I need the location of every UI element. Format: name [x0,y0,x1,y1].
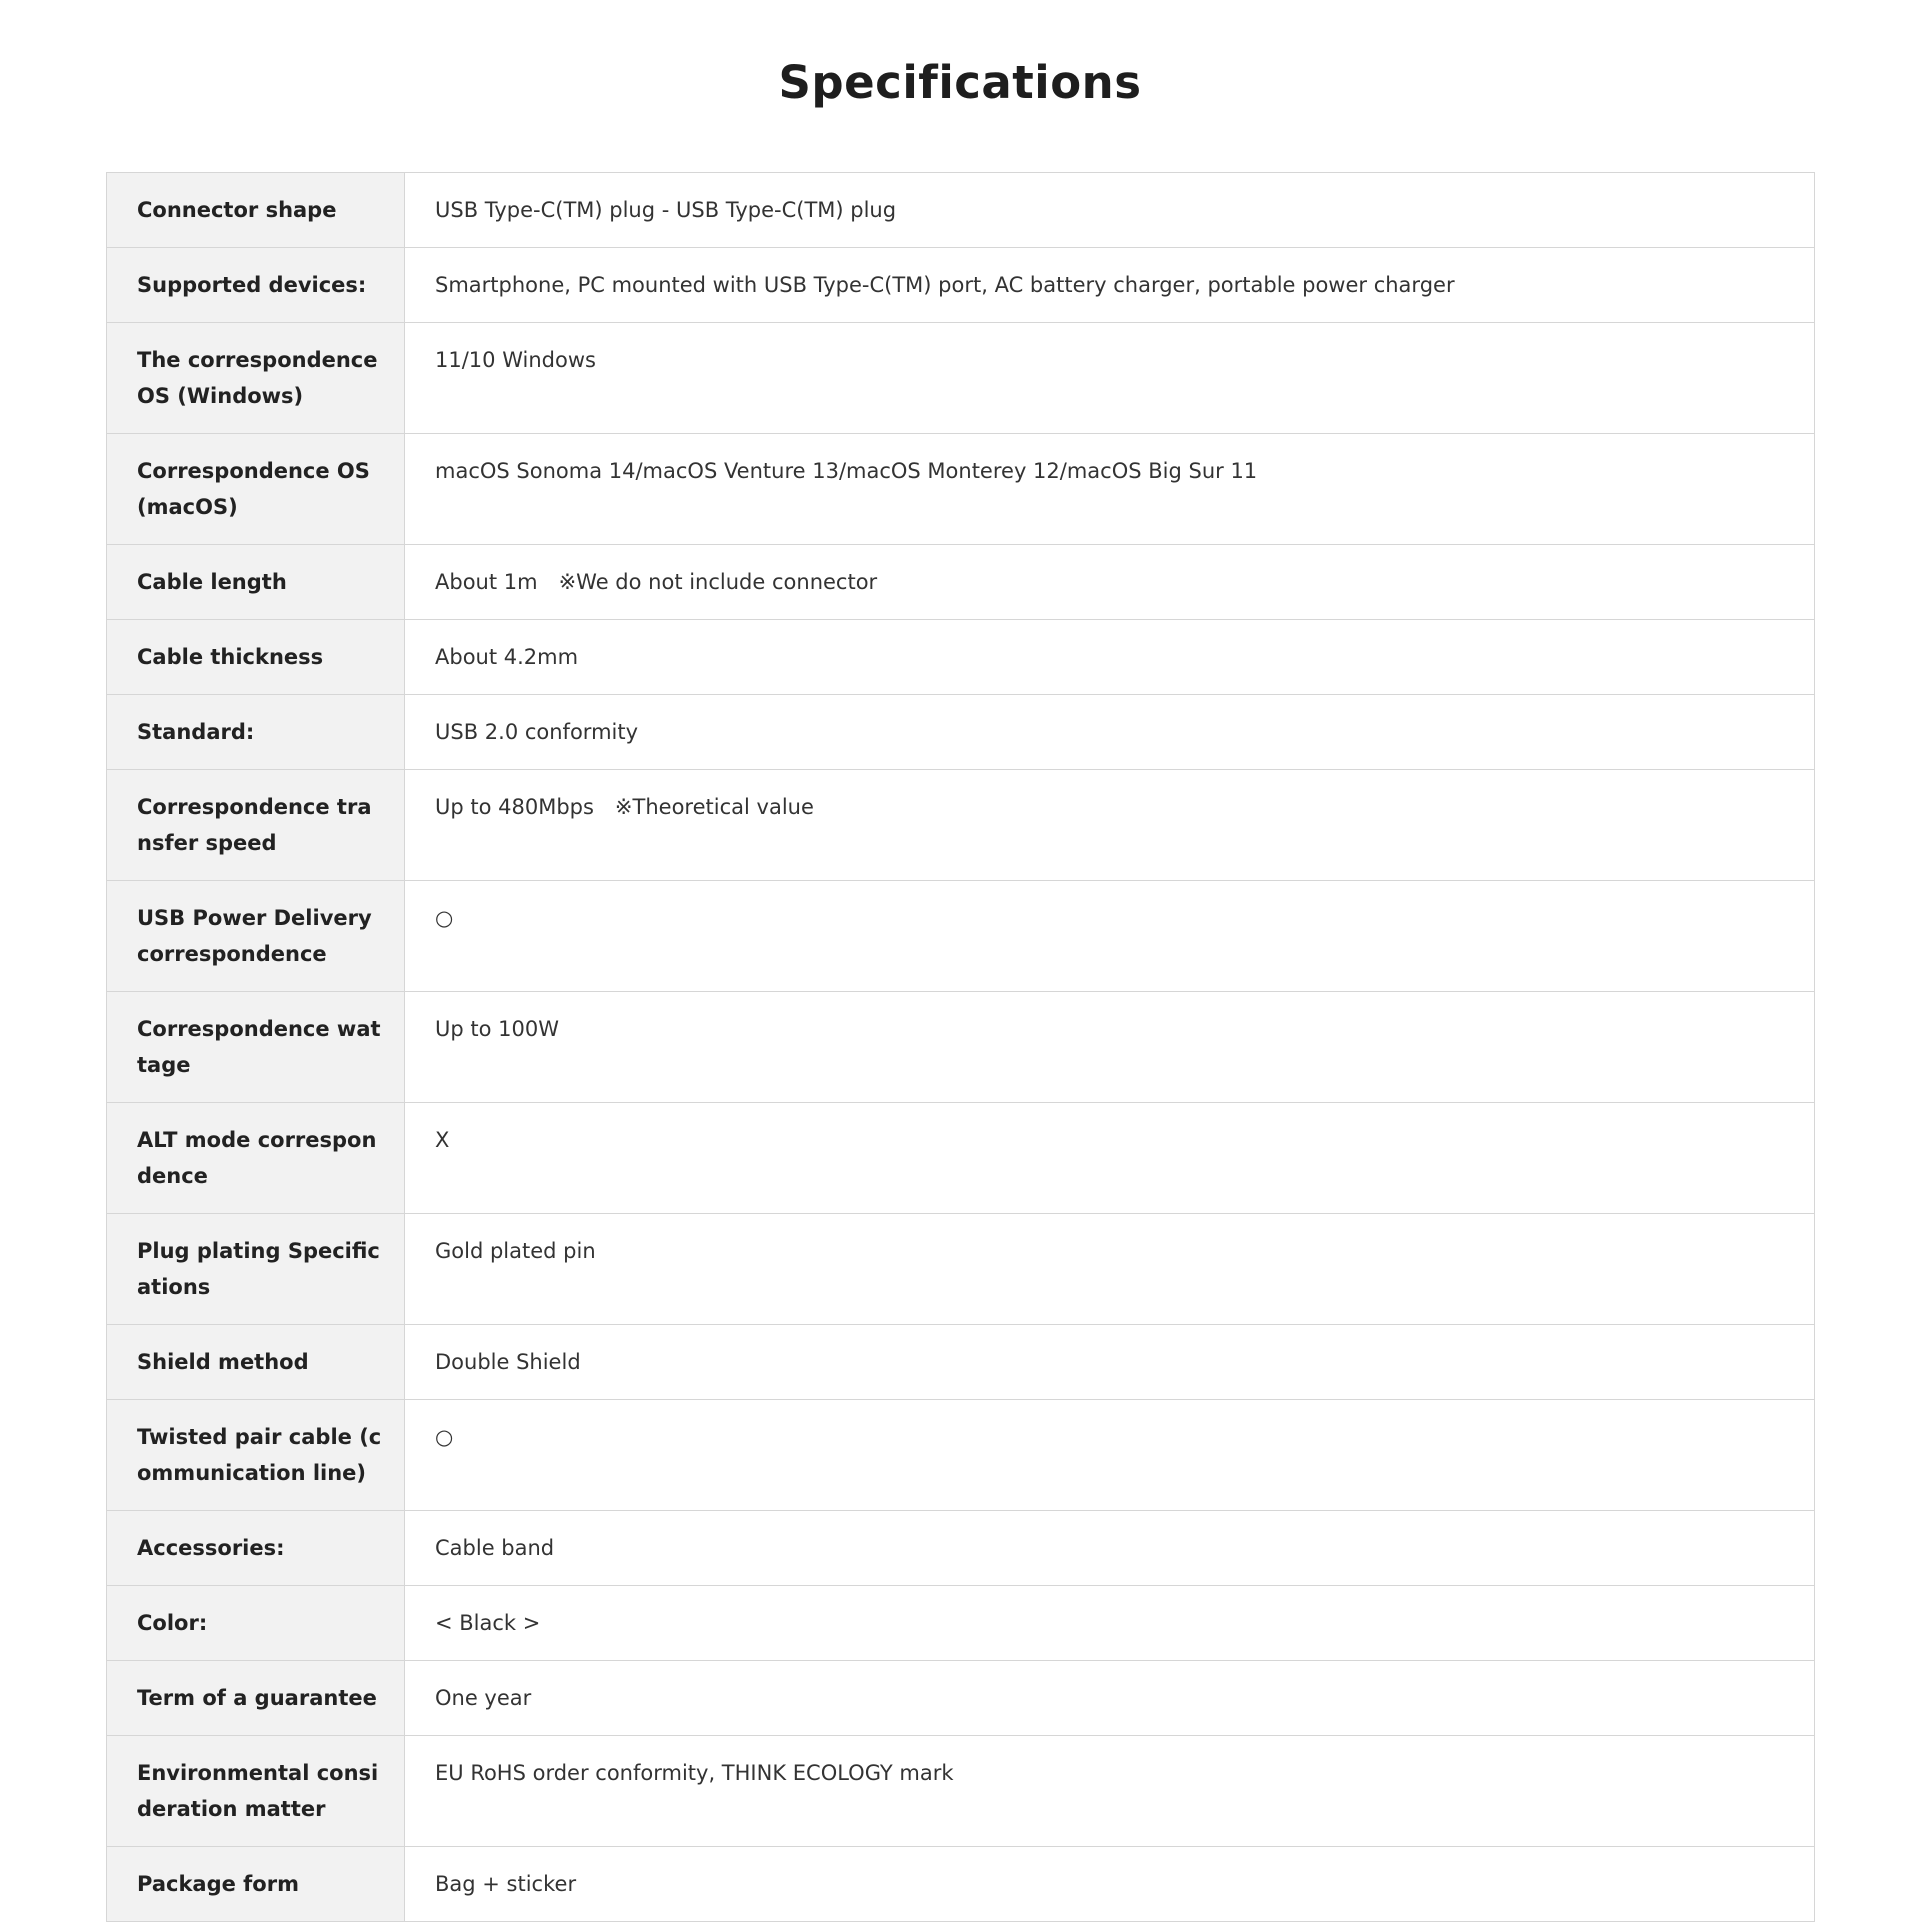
spec-label: Environmental consideration matter [107,1736,405,1847]
spec-label: Correspondence OS(macOS) [107,434,405,545]
spec-value: Gold plated pin [405,1214,1815,1325]
spec-value: Double Shield [405,1325,1815,1400]
spec-value: Up to 100W [405,992,1815,1103]
spec-row-usb-power-delivery [107,881,1815,992]
spec-row-alt-mode [107,1103,1815,1214]
spec-value: USB Type-C(TM) plug - USB Type-C(TM) plug [405,173,1815,248]
spec-row-standard [107,695,1815,770]
spec-label: Connector shape [107,173,405,248]
spec-row-guarantee [107,1661,1815,1736]
spec-value: EU RoHS order conformity, THINK ECOLOGY mark [405,1736,1815,1847]
spec-label: USB Power Delivery correspondence [107,881,405,992]
spec-row-accessories [107,1511,1815,1586]
spec-label: Color: [107,1586,405,1661]
spec-value: X [405,1103,1815,1214]
spec-row-connector-shape [107,173,1815,248]
spec-value: ○ [405,1400,1815,1511]
spec-value: One year [405,1661,1815,1736]
spec-label: Twisted pair cable (communication line) [107,1400,405,1511]
spec-value: Bag + sticker [405,1847,1815,1922]
spec-row-environmental [107,1736,1815,1847]
spec-value: < Black > [405,1586,1815,1661]
spec-label: Shield method [107,1325,405,1400]
spec-row-twisted-pair [107,1400,1815,1511]
spec-label: Standard: [107,695,405,770]
specifications-table [106,172,1815,1922]
spec-label: ALT mode correspondence [107,1103,405,1214]
spec-row-cable-thickness [107,620,1815,695]
spec-row-supported-devices [107,248,1815,323]
spec-row-package-form [107,1847,1815,1922]
spec-label: Correspondence transfer speed [107,770,405,881]
spec-value: macOS Sonoma 14/macOS Venture 13/macOS Monterey 12/macOS Big Sur 11 [405,434,1815,545]
spec-value: About 1m ※We do not include connector [405,545,1815,620]
spec-row-cable-length [107,545,1815,620]
spec-label: The correspondence OS (Windows) [107,323,405,434]
spec-value: ○ [405,881,1815,992]
spec-label: Accessories: [107,1511,405,1586]
spec-label: Plug plating Specifications [107,1214,405,1325]
spec-value: About 4.2mm [405,620,1815,695]
spec-row-wattage [107,992,1815,1103]
spec-row-plug-plating [107,1214,1815,1325]
spec-row-transfer-speed [107,770,1815,881]
page-title: Specifications [778,56,1142,109]
spec-row-os-macos [107,434,1815,545]
spec-label: Correspondence wattage [107,992,405,1103]
spec-row-shield-method [107,1325,1815,1400]
spec-value: Cable band [405,1511,1815,1586]
spec-label: Supported devices: [107,248,405,323]
spec-label: Term of a guarantee [107,1661,405,1736]
spec-value: Up to 480Mbps ※Theoretical value [405,770,1815,881]
spec-label: Package form [107,1847,405,1922]
spec-row-os-windows [107,323,1815,434]
spec-label: Cable thickness [107,620,405,695]
spec-value: USB 2.0 conformity [405,695,1815,770]
spec-value: Smartphone, PC mounted with USB Type-C(TM) port, AC battery charger, portable power charger [405,248,1815,323]
spec-value: 11/10 Windows [405,323,1815,434]
spec-label: Cable length [107,545,405,620]
spec-row-color [107,1586,1815,1661]
